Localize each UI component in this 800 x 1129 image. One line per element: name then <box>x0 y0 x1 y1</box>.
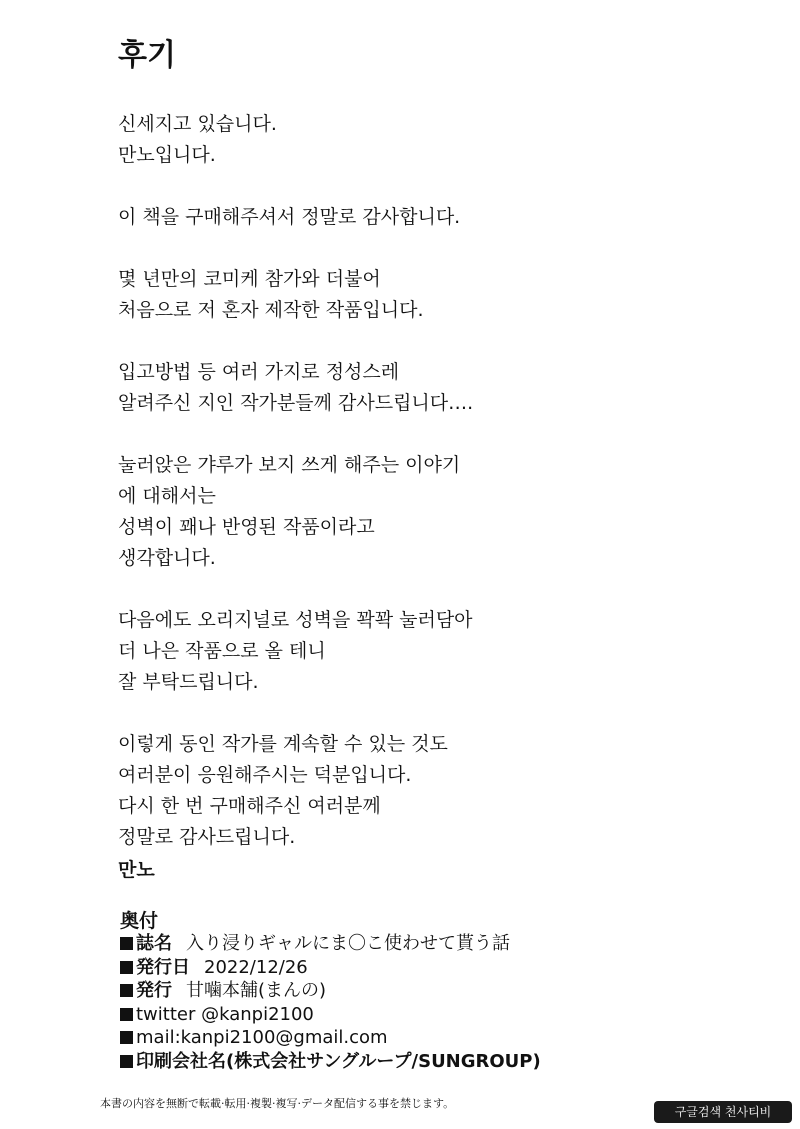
black-square-icon <box>120 984 133 997</box>
colophon-title-row <box>120 932 680 956</box>
colophon-publisher-label: 発行 <box>136 980 172 1001</box>
text-line: 처음으로 저 혼자 제작한 작품입니다. <box>118 299 424 321</box>
author-signature: 만노 <box>118 859 155 881</box>
colophon <box>120 910 680 1073</box>
colophon-publisher-value: 甘噛本舗(まんの) <box>186 980 327 1001</box>
text-line: 이렇게 동인 작가를 계속할 수 있는 것도 <box>118 733 448 755</box>
colophon-date-row <box>120 956 680 980</box>
black-square-icon <box>120 1031 133 1044</box>
black-square-icon <box>120 1055 133 1068</box>
watermark-badge: 구글검색 천사티비 <box>654 1101 792 1123</box>
text-line: 이 책을 구매해주셔서 정말로 감사합니다. <box>118 206 461 228</box>
text-line: 더 나은 작품으로 올 테니 <box>118 640 326 662</box>
text-line: 생각합니다. <box>118 547 216 569</box>
text-line: 잘 부탁드립니다. <box>118 671 259 693</box>
colophon-twitter-row <box>120 1003 680 1027</box>
text-line: 입고방법 등 여러 가지로 정성스레 <box>118 361 400 383</box>
text-line: 성벽이 꽤나 반영된 작품이라고 <box>118 516 375 538</box>
paragraph-spacer <box>118 419 758 450</box>
colophon-date-value: 2022/12/26 <box>204 956 308 978</box>
colophon-printer-row <box>120 1050 680 1074</box>
text-line: 만노입니다. <box>118 144 216 166</box>
colophon-date-label: 発行日 <box>136 956 190 978</box>
text-line: 여러분이 응원해주시는 덕분입니다. <box>118 764 412 786</box>
paragraph-spacer <box>118 698 758 729</box>
colophon-publisher-row <box>120 979 680 1003</box>
colophon-mail-row <box>120 1026 680 1050</box>
page-title: 후기 <box>118 38 176 73</box>
text-line: 눌러앉은 갸루가 보지 쓰게 해주는 이야기 <box>118 454 461 476</box>
black-square-icon <box>120 961 133 974</box>
text-line: 몇 년만의 코미케 참가와 더불어 <box>118 268 381 290</box>
colophon-title-value: 入り浸りギャルにま〇こ使わせて貰う話 <box>186 933 510 954</box>
paragraph-spacer <box>118 326 758 357</box>
black-square-icon <box>120 1008 133 1021</box>
text-line: 다시 한 번 구매해주신 여러분께 <box>118 795 381 817</box>
colophon-printer: 印刷会社名(株式会社サングループ/SUNGROUP) <box>136 1050 541 1072</box>
paragraph-spacer <box>118 574 758 605</box>
afterword-body <box>118 109 758 853</box>
text-line: 다음에도 오리지널로 성벽을 꽉꽉 눌러담아 <box>118 609 473 631</box>
text-line: 신세지고 있습니다. <box>118 113 277 135</box>
paragraph-spacer <box>118 233 758 264</box>
black-square-icon <box>120 937 133 950</box>
text-line: 에 대해서는 <box>118 485 216 507</box>
colophon-heading: 奥付 <box>120 910 159 932</box>
paragraph-spacer <box>118 171 758 202</box>
copyright-notice: 本書の内容を無断で転載·転用·複製·複写·データ配信する事を禁じます。 <box>100 1097 455 1110</box>
colophon-mail: mail:kanpi2100@gmail.com <box>136 1027 388 1048</box>
text-line: 정말로 감사드립니다. <box>118 826 296 848</box>
colophon-title-label: 誌名 <box>136 933 172 954</box>
colophon-twitter: twitter @kanpi2100 <box>136 1003 314 1025</box>
text-line: 알려주신 지인 작가분들께 감사드립니다…. <box>118 392 474 414</box>
